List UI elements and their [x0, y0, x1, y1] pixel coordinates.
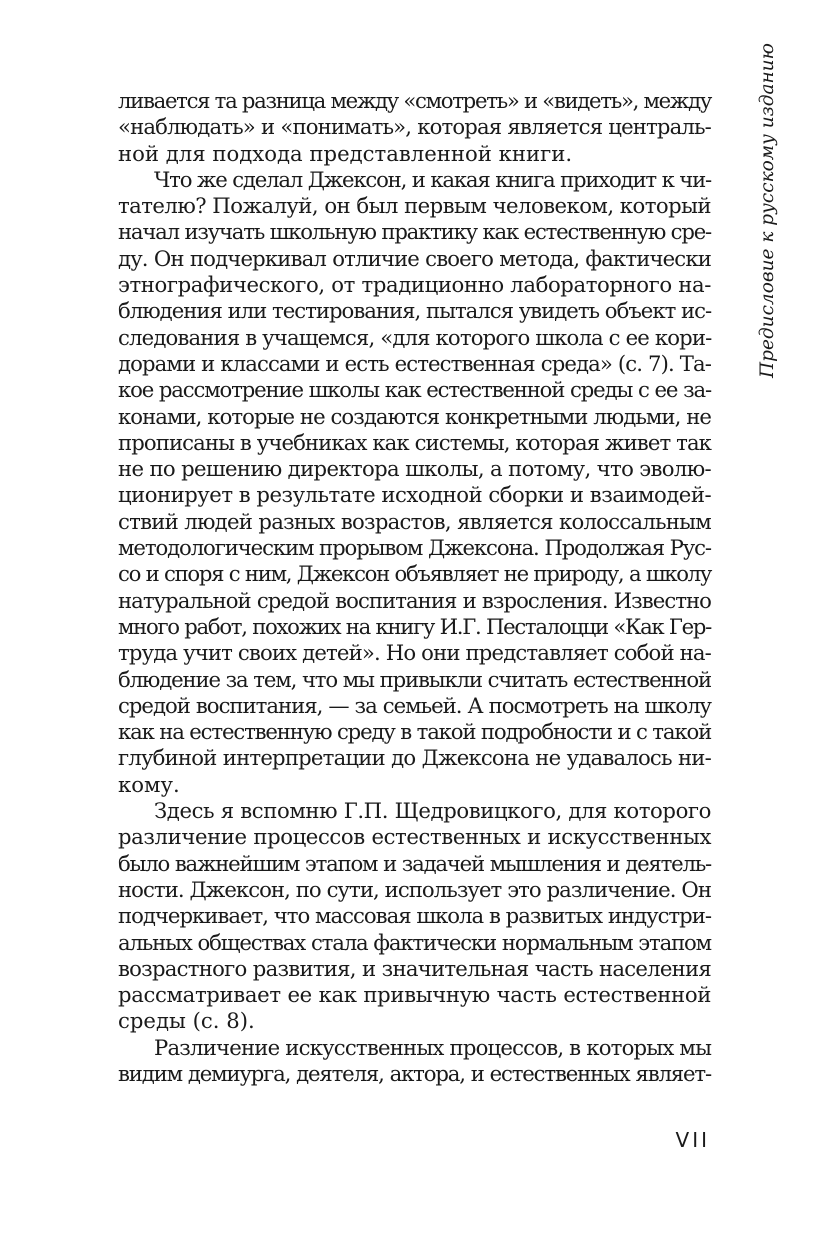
text-line: «наблюдать» и «понимать», которая является централь-: [118, 114, 711, 140]
text-line: не по решению директора школы, а потому, что эволю-: [118, 456, 711, 482]
text-line: альных обществах стала фактически нормальным этапом: [118, 929, 711, 955]
running-header: [727, 43, 778, 378]
text-line: ности. Джексон, по сути, использует это различение. Он: [118, 876, 711, 902]
text-line: различение процессов естественных и искусственных: [118, 824, 711, 850]
text-line: блюдения или тестирования, пытался увидеть объект ис-: [118, 298, 712, 324]
text-line: со и споря с ним, Джексон объявляет не природу, а школу: [118, 561, 711, 587]
body-text: [118, 88, 711, 1087]
text-line: как на естественную среду в такой подробности и с такой: [118, 719, 712, 745]
text-line: много работ, похожих на книгу И.Г. Песталоцци «Как Гер-: [118, 613, 711, 639]
text-line: ствий людей разных возрастов, является колоссальным: [118, 508, 711, 534]
paragraph-first-line: Здесь я вспомню Г.П. Щедровицкого, для которого: [154, 798, 711, 824]
page-number: VII: [675, 1128, 710, 1152]
text-line: подчеркивает, что массовая школа в развитых индустри-: [118, 903, 711, 929]
text-line: этнографического, от традиционно лабораторного на-: [118, 272, 711, 298]
text-line: конами, которые не создаются конкретными людьми, не: [118, 403, 711, 429]
text-line: глубиной интерпретации до Джексона не удавалось ни-: [118, 745, 711, 771]
text-line: ливается та разница между «смотреть» и «видеть», между: [118, 88, 712, 113]
paragraph-first-line: Что же сделал Джексон, и какая книга приходит к чи-: [154, 166, 711, 192]
paragraph-first-line: Различение искусственных процессов, в которых мы: [154, 1034, 712, 1060]
text-line: было важнейшим этапом и задачей мышления и деятель-: [118, 850, 711, 876]
text-line: натуральной средой воспитания и взросления. Известно: [118, 587, 711, 613]
text-line: среды (с. 8).: [118, 1008, 255, 1034]
text-line: средой воспитания, — за семьей. А посмотреть на школу: [118, 692, 711, 718]
text-line: ционирует в результате исходной сборки и взаимодей-: [118, 482, 712, 508]
text-line: методологическим прорывом Джексона. Продолжая Рус-: [118, 535, 711, 561]
text-line: кое рассмотрение школы как естественной среды с ее за-: [118, 377, 711, 403]
text-line: следования в учащемся, «для которого школа с ее кори-: [118, 324, 712, 350]
text-line: ной для подхода представленной книги.: [118, 140, 573, 166]
text-line: тателю? Пожалуй, он был первым человеком, который: [118, 193, 711, 219]
text-line: прописаны в учебниках как системы, которая живет так: [118, 429, 712, 455]
running-header-text: Предисловие к русскому изданию: [757, 43, 778, 378]
text-line: кому.: [118, 771, 180, 797]
text-line: рассматривает ее как привычную часть естественной: [118, 982, 711, 1008]
text-line: возрастного развития, и значительная часть населения: [118, 955, 711, 981]
text-line: дорами и классами и есть естественная среда» (с. 7). Та-: [118, 350, 711, 376]
text-line: начал изучать школьную практику как естественную сре-: [118, 219, 711, 245]
text-line: труда учит своих детей». Но они представляет собой на-: [118, 640, 711, 666]
text-line: блюдение за тем, что мы привыкли считать естественной: [118, 666, 711, 692]
text-line: ду. Он подчеркивал отличие своего метода, фактически: [118, 245, 711, 271]
text-line: видим демиурга, деятеля, актора, и естественных являет-: [118, 1060, 711, 1086]
